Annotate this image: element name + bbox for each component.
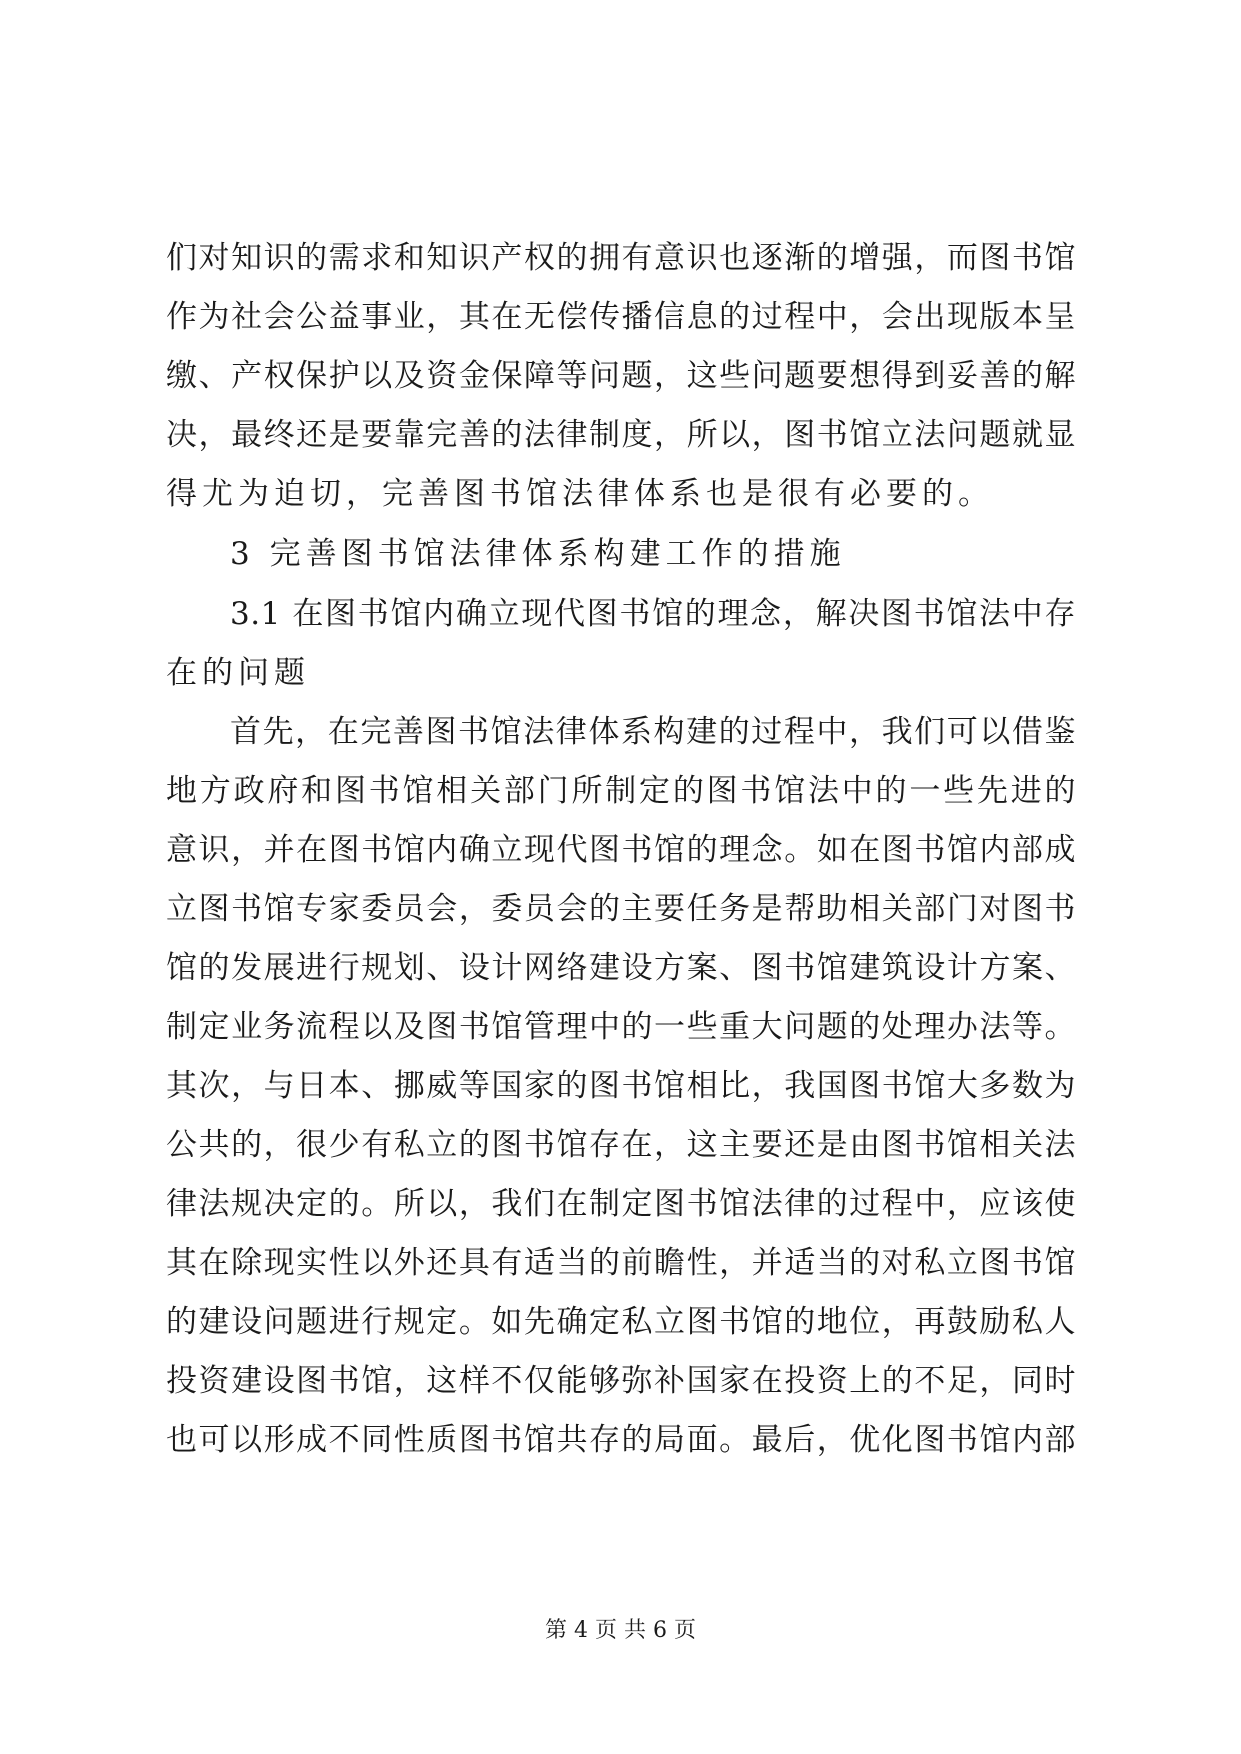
text-line: 得尤为迫切，完善图书馆法律体系也是很有必要的。: [166, 476, 994, 512]
text-line: 缴、产权保护以及资金保障等问题，这些问题要想得到妥善的解: [166, 358, 1076, 394]
text-line: 投资建设图书馆，这样不仅能够弥补国家在投资上的不足，同时: [166, 1363, 1076, 1399]
text-line: 也可以形成不同性质图书馆共存的局面。最后，优化图书馆内部: [166, 1422, 1076, 1458]
text-line: 作为社会公益事业，其在无偿传播信息的过程中，会出现版本呈: [166, 299, 1076, 335]
text-line: 立图书馆专家委员会，委员会的主要任务是帮助相关部门对图书: [166, 891, 1076, 927]
text-line: 公共的，很少有私立的图书馆存在，这主要还是由图书馆相关法: [166, 1127, 1076, 1163]
section-heading: 3 完善图书馆法律体系构建工作的措施: [230, 536, 846, 572]
text-line: 们对知识的需求和知识产权的拥有意识也逐渐的增强，而图书馆: [166, 240, 1076, 276]
text-line: 制定业务流程以及图书馆管理中的一些重大问题的处理办法等。: [166, 1009, 1076, 1045]
text-line: 的建设问题进行规定。如先确定私立图书馆的地位，再鼓励私人: [166, 1304, 1076, 1340]
subsection-heading-continued: 在的问题: [166, 655, 310, 691]
text-line: 其次，与日本、挪威等国家的图书馆相比，我国图书馆大多数为: [166, 1068, 1076, 1104]
text-line: 其在除现实性以外还具有适当的前瞻性，并适当的对私立图书馆: [166, 1245, 1076, 1281]
subsection-heading: 3.1 在图书馆内确立现代图书馆的理念，解决图书馆法中存: [230, 596, 1076, 632]
text-line: 馆的发展进行规划、设计网络建设方案、图书馆建筑设计方案、: [166, 950, 1076, 986]
text-line: 律法规决定的。所以，我们在制定图书馆法律的过程中，应该使: [166, 1186, 1076, 1222]
text-line: 决，最终还是要靠完善的法律制度，所以，图书馆立法问题就显: [166, 417, 1076, 453]
text-line: 地方政府和图书馆相关部门所制定的图书馆法中的一些先进的: [166, 773, 1076, 809]
page-number-footer: 第 4 页 共 6 页: [545, 1618, 696, 1643]
text-line: 意识，并在图书馆内确立现代图书馆的理念。如在图书馆内部成: [166, 832, 1076, 868]
text-line: 首先，在完善图书馆法律体系构建的过程中，我们可以借鉴: [230, 714, 1076, 750]
